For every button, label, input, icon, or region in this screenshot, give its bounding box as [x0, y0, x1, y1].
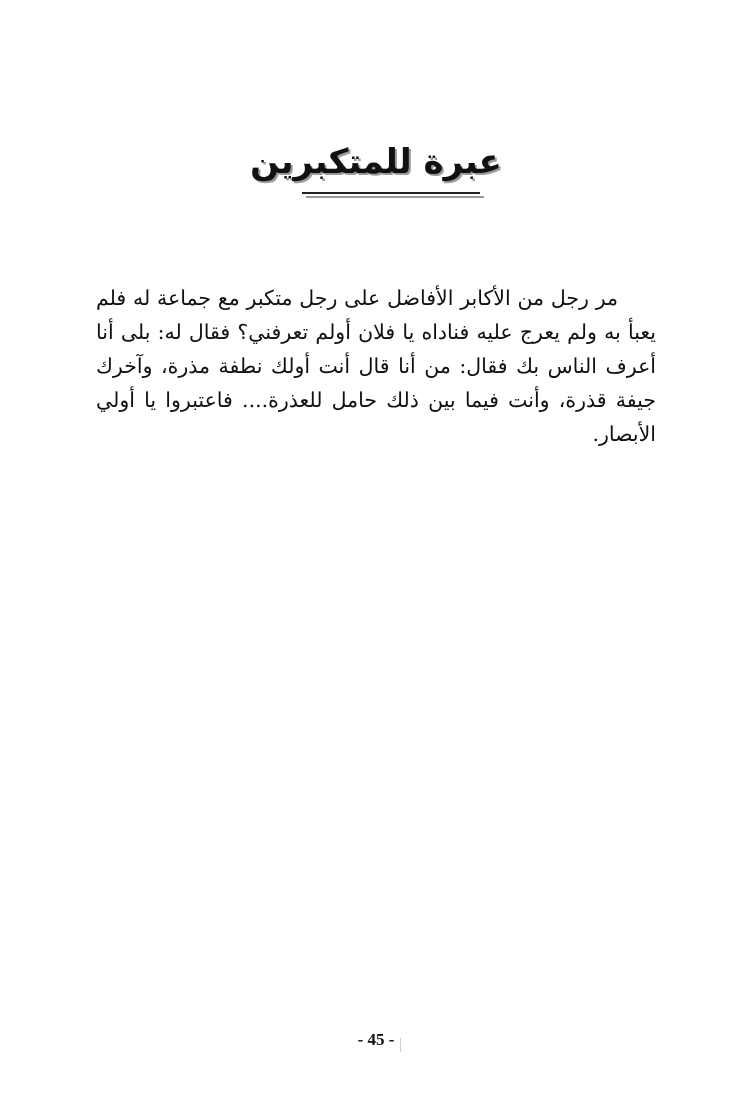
title-underline	[302, 192, 480, 194]
page-number: - 45 -	[357, 1030, 395, 1049]
scan-mark	[400, 1038, 401, 1052]
body-text	[96, 281, 656, 451]
title-container	[0, 140, 752, 184]
body-paragraph: مر رجل من الأكابر الأفاضل على رجل متكبر مع جماعة له فلم يعبأ به ولم يعرج عليه فناداه يا فلان أولم تعرفني؟ فقال له: بلى أنا أعرف الناس بك فقال: من أنا قال أنت أولك نطفة مذرة، وآخرك جيفة قذرة، وأنت فيما بين ذلك حامل للعذرة.... فاعتبروا يا أولي الأبصار.	[96, 286, 656, 446]
title-underline-shadow	[306, 196, 484, 198]
page-title: عبرة للمتكبرين	[250, 142, 502, 182]
